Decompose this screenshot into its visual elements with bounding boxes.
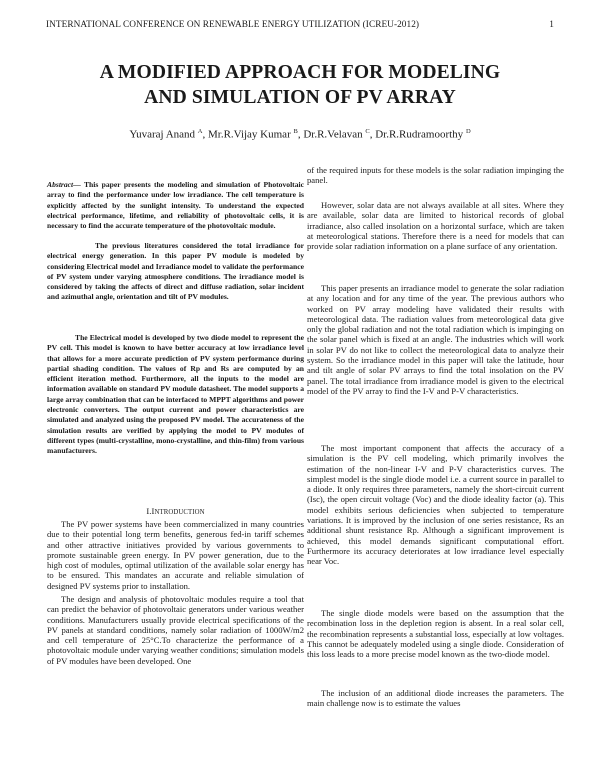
intro-paragraph: The PV power systems have been commercialized in many countries due to their potential long term benefits, generous fed-in tariff schemes and other attractive initiatives provided by various governments to promote sustainable green energy. In PV power generation, due to the high cost of modules, optimal utilization of the available solar energy has to be ensured. This mandates an accurate and reliable simulation of designed PV systems prior to installation. <box>47 519 304 591</box>
body-paragraph: of the required inputs for these models is the solar radiation impinging the panel. <box>307 165 564 186</box>
body-paragraph: However, solar data are not always available at all sites. Where they are available, solar data are limited to historical records of global irradiance, also called insolation on a horizontal surface, which are taken at meteorological stations. Therefore there is a need for models that can provide solar radiation information on a plane surface of any orientation. <box>307 200 564 252</box>
affiliation-mark: D <box>465 128 471 135</box>
abstract-label: Abstract <box>47 180 74 189</box>
abstract-paragraph: Abstract— This paper presents the modeling and simulation of Photovoltaic array to find the performance under low irradiance. The cell temperature is explicitly affected by the sunlight intensity. To understand the expected electrical performance, lifetime, and reliability of photovoltaic cells, it is necessary to find the accurate temperature of the photovoltaic module. <box>47 180 304 231</box>
affiliation-mark: A <box>197 128 203 135</box>
abstract-paragraph: The previous literatures considered the total irradiance for electrical energy generation. In this paper PV module is modeled by considering Electrical model and Irradiance model to validate the performance of PV system under varying atmosphere conditions. The irradiance model is considered by taking the affects of direct and diffuse radiation, solar incident and azimuthal angle, orientation and tilt of PV modules. <box>47 241 304 302</box>
title-line-1: A MODIFIED APPROACH FOR MODELING <box>99 62 501 83</box>
conference-name: INTERNATIONAL CONFERENCE ON RENEWABLE ENERGY UTILIZATION (ICREU-2012) <box>46 20 420 30</box>
paper-title <box>40 60 560 110</box>
body-paragraph: This paper presents an irradiance model to generate the solar radiation at any location and for any time of the year. The previous authors who worked on PV array modeling have validated their results with meteorological data. The radiation values from meteorological data give only the global radiation and not the total radiation which is impinging on the solar panel which is fixed at an angle. The industries which will work in solar PV do not like to collect the meteorological data to analyze their system. So the irradiance model in this paper will take the latitude, hour and tilt angle of solar PV arrays to find the total insolation on the PV panel. The total irradiance from irradiance model is given to the electrical model of the PV array to find the I-V and P-V characteristics. <box>307 283 564 396</box>
body-paragraph: The inclusion of an additional diode increases the parameters. The main challenge now is to estimate the values <box>307 688 564 709</box>
body-paragraph: The single diode models were based on the assumption that the recombination loss in the depletion region is absent. In a real solar cell, the recombination represents a substantial loss, especially at low voltages. This cannot be adequately modeled using a single diode. Consideration of this loss leads to a more precise model known as the two-diode model. <box>307 608 564 660</box>
intro-paragraph: The design and analysis of photovoltaic modules require a tool that can predict the behavior of photovoltaic generators under various weather conditions. Manufacturers usually provide electrical specifications of the PV panels at standard conditions, namely solar radiation of 1000W/m2 and cell temperature of 25°C.To characterize the performance of a photovoltaic module under varying weather conditions; simulation models of PV modules have been developed. One <box>47 594 304 666</box>
author-name: Dr.R.Rudramoorthy <box>375 128 464 141</box>
affiliation-mark: B <box>293 128 298 135</box>
affiliation-mark: C <box>365 128 370 135</box>
title-line-2: AND SIMULATION OF PV ARRAY <box>144 87 456 108</box>
body-paragraph: The most important component that affects the accuracy of a simulation is the PV cell modeling, which primarily involves the estimation of the non-linear I-V and P-V characteristics curves. The simplest model is the single diode model i.e. a current source in parallel to a diode. It only requires three parameters, namely the short-circuit current (Isc), the open circuit voltage (Voc) and the diode ideality factor (a). This model exhibits serious deficiencies when subjected to temperature variations. It is improved by the inclusion of one series resistance, Rs an additional shunt resistance Rp. Although a significant improvement is achieved, this model demands significant computational effort. Furthermore its accuracy deteriorates at low irradiance level especially near Voc. <box>307 443 564 567</box>
page-number: 1 <box>549 20 554 30</box>
abstract-paragraph: The Electrical model is developed by two diode model to represent the PV cell. This model is known to have better accuracy at low irradiance level that allows for a more accurate prediction of PV system performance during partial shading condition. The values of Rp and Rs are computed by an efficient iteration method. Furthermore, all the inputs to the model are information available on standard PV module datasheet. The model supports a large array combination that can be interfaced to MPPT algorithms and power electronic converters. The output current and power characteristics are simulated and analyzed using the proposed PV model. The accurateness of the simulation results are verified by applying the model to PV modules of different types (multi-crystalline, mono-crystalline, and thin-film) from various manufacturers. <box>47 333 304 456</box>
author-name: Mr.R.Vijay Kumar <box>207 128 291 141</box>
author-list: Yuvaraj Anand $^A$, Mr.R.Vijay Kumar $^B$, Dr.R.Velavan $^C$, Dr.R.Rudramoorthy $^D$ <box>129 128 471 141</box>
author-name: Dr.R.Velavan <box>303 128 363 141</box>
running-header <box>46 20 554 34</box>
section-heading: I.INTRODUCTION <box>146 506 205 516</box>
author-name: Yuvaraj Anand <box>129 128 196 141</box>
